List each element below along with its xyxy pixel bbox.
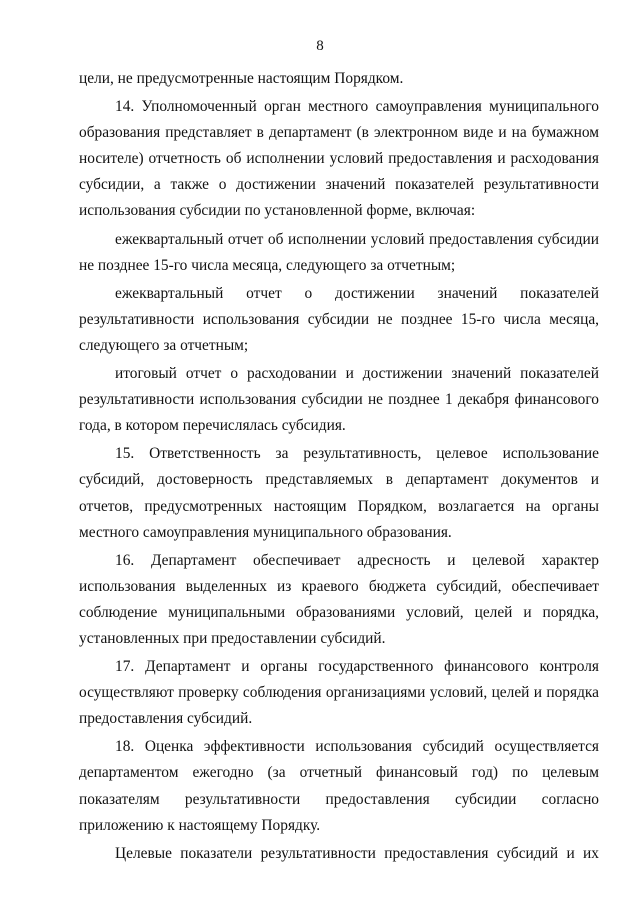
page-number: 8 [316,38,324,54]
paragraph-4: ежеквартальный отчет о достижении значений показателей результативности использования субсидии не позднее 15-го числа месяца, следующего за отчетным; [79,284,599,354]
paragraph-1: цели, не предусмотренные настоящим Порядком. [79,70,404,87]
paragraph-3: ежеквартальный отчет об исполнении условий предоставления субсидии не позднее 15-го числа месяца, следующего за отчетным; [79,230,599,274]
page-body [79,66,599,867]
paragraph-10: Целевые показатели результативности предоставления субсидий и их [115,844,599,862]
paragraph-7: 16. Департамент обеспечивает адресность и целевой характер использования выделенных из краевого бюджета субсидий, обеспечивает соблюдение муниципальными образованиями условий, целей и порядка, установленных при предоставлении субсидий. [79,551,599,647]
paragraph-9: 18. Оценка эффективности использования субсидий осуществляется департаментом ежегодно (за отчетный финансовый год) по целевым показателям результативности предоставления субсидии согласно приложению к настоящему Порядку. [79,738,599,834]
paragraph-8: 17. Департамент и органы государственного финансового контроля осуществляют проверку соблюдения организациями условий, целей и порядка предоставления субсидий. [79,658,599,728]
paragraph-2: 14. Уполномоченный орган местного самоуправления муниципального образования представляет в департамент (в электронном виде и на бумажном носителе) отчетность об исполнении условий предоставления и расходования субсидии, а также о достижении значений показателей результативности использования субсидии по установленной форме, включая: [79,98,599,220]
paragraph-5: итоговый отчет о расходовании и достижении значений показателей результативности использования субсидии не позднее 1 декабря финансового года, в котором перечислялась субсидия. [79,365,599,435]
paragraph-6: 15. Ответственность за результативность, целевое использование субсидий, достоверность представляемых в департамент документов и отчетов, предусмотренных настоящим Порядком, возлагается на органы местного самоуправления муниципального образования. [79,445,599,541]
